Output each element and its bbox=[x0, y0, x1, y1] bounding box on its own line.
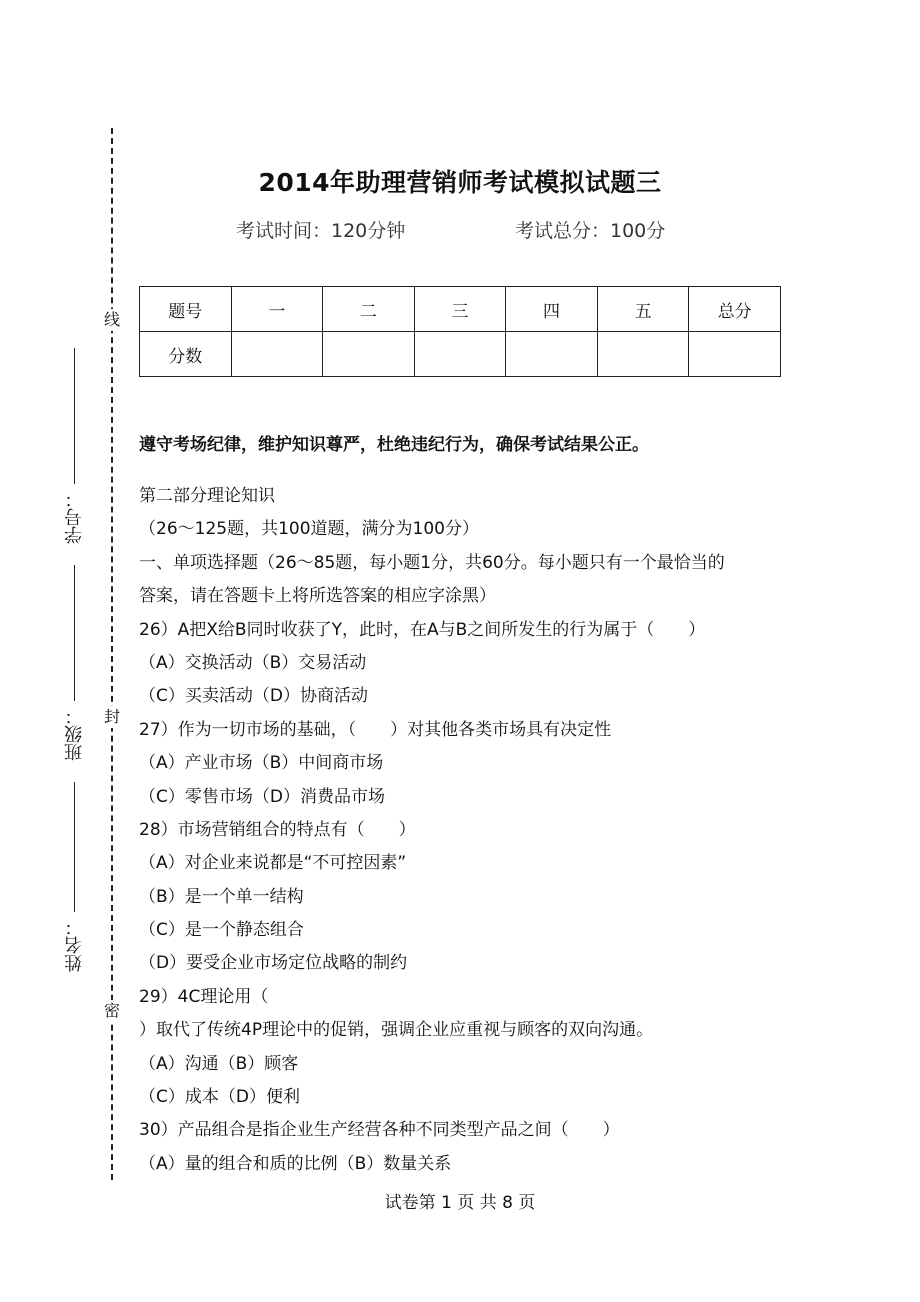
question-options: （B）是一个单一结构 bbox=[139, 886, 304, 907]
score-input-cell[interactable] bbox=[689, 332, 781, 377]
question-stem: 27）作为一切市场的基础，（ ）对其他各类市场具有决定性 bbox=[139, 719, 612, 740]
class-field[interactable] bbox=[62, 565, 88, 761]
score-table-cell: 四 bbox=[506, 287, 598, 332]
score-input-cell[interactable] bbox=[414, 332, 506, 377]
score-table-cell: 三 bbox=[414, 287, 506, 332]
score-table-cell: 二 bbox=[323, 287, 415, 332]
instructions-line: 答案，请在答题卡上将所选答案的相应字涂黑） bbox=[139, 586, 496, 607]
question-options: （C）是一个静态组合 bbox=[139, 920, 304, 941]
binding-mark-mi: 密 bbox=[103, 1001, 120, 1020]
score-table-header-row bbox=[140, 287, 781, 332]
binding-mark-xian: 线 bbox=[103, 310, 120, 329]
question-stem: 28）市场营销组合的特点有（ ） bbox=[139, 819, 416, 840]
question-options: （C）成本（D）便利 bbox=[139, 1087, 300, 1108]
instructions-line: 一、单项选择题（26～85题，每小题1分，共60分。每小题只有一个最恰当的 bbox=[139, 552, 725, 573]
question-body bbox=[139, 480, 789, 1181]
score-table-cell: 五 bbox=[597, 287, 689, 332]
score-input-cell[interactable] bbox=[506, 332, 598, 377]
score-input-cell[interactable] bbox=[597, 332, 689, 377]
score-row-label: 分数 bbox=[140, 332, 232, 377]
student-id-blank bbox=[75, 348, 76, 484]
class-blank bbox=[75, 565, 76, 701]
score-table-cell: 总分 bbox=[689, 287, 781, 332]
question-stem: ）取代了传统4P理论中的促销，强调企业应重视与顾客的双向沟通。 bbox=[139, 1020, 654, 1041]
score-table-cell: 一 bbox=[231, 287, 323, 332]
exam-notice: 遵守考场纪律，维护知识尊严，杜绝违纪行为，确保考试结果公正。 bbox=[139, 435, 649, 455]
score-table bbox=[139, 286, 781, 377]
student-id-label: 学号： bbox=[64, 490, 85, 544]
student-id-field[interactable] bbox=[62, 348, 88, 544]
question-stem: 30）产品组合是指企业生产经营各种不同类型产品之间（ ） bbox=[139, 1120, 620, 1141]
name-field[interactable] bbox=[62, 782, 88, 972]
question-options: （D）要受企业市场定位战略的制约 bbox=[139, 953, 408, 974]
binding-mark-feng: 封 bbox=[103, 707, 120, 726]
section-heading: 第二部分理论知识 bbox=[139, 486, 275, 506]
binding-dashed-line bbox=[111, 128, 113, 1180]
name-label: 姓名： bbox=[64, 918, 85, 972]
exam-time: 考试时间：120分钟 bbox=[236, 220, 406, 242]
class-label: 班级： bbox=[64, 707, 85, 761]
score-input-cell[interactable] bbox=[323, 332, 415, 377]
page-title: 2014年助理营销师考试模拟试题三 bbox=[258, 168, 662, 197]
question-options: （A）对企业来说都是“不可控因素” bbox=[139, 853, 407, 874]
page-footer: 试卷第 1 页 共 8 页 bbox=[384, 1193, 536, 1213]
question-options: （A）量的组合和质的比例（B）数量关系 bbox=[139, 1153, 452, 1174]
question-options: （A）产业市场（B）中间商市场 bbox=[139, 753, 384, 774]
section-scope: （26～125题，共100道题，满分为100分） bbox=[139, 519, 479, 540]
question-options: （C）买卖活动（D）协商活动 bbox=[139, 686, 368, 707]
question-options: （A）交换活动（B）交易活动 bbox=[139, 652, 367, 673]
exam-total-score: 考试总分：100分 bbox=[515, 220, 666, 242]
question-options: （C）零售市场（D）消费品市场 bbox=[139, 786, 385, 807]
score-table-score-row bbox=[140, 332, 781, 377]
score-table-cell: 题号 bbox=[140, 287, 232, 332]
question-stem: 29）4C理论用（ bbox=[139, 986, 269, 1007]
question-options: （A）沟通（B）顾客 bbox=[139, 1053, 299, 1074]
score-input-cell[interactable] bbox=[231, 332, 323, 377]
question-stem: 26）A把X给B同时收获了Y，此时，在A与B之间所发生的行为属于（ ） bbox=[139, 619, 706, 640]
name-blank bbox=[75, 782, 76, 912]
